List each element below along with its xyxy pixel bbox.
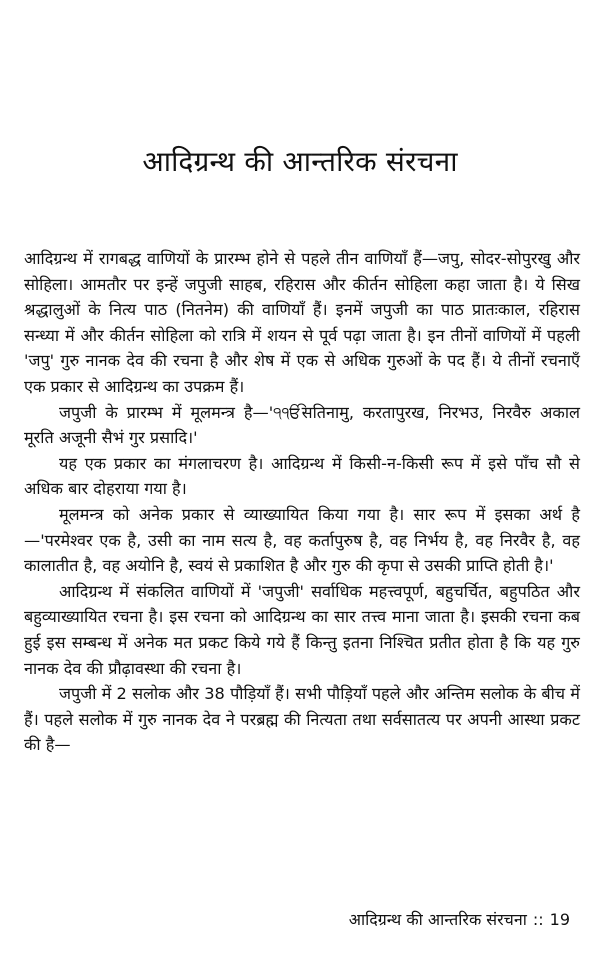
running-title: आदिग्रन्थ की आन्तरिक संरचना	[348, 910, 527, 929]
body-text	[24, 246, 580, 758]
chapter-title: आदिग्रन्थ की आन्तरिक संरचना	[142, 145, 458, 178]
page-footer	[349, 908, 570, 930]
footer-separator: ::	[532, 910, 544, 929]
paragraph-japuji-importance: आदिग्रन्थ में संकलित वाणियों में 'जपुजी' सर्वाधिक महत्त्वपूर्ण, बहुचर्चित, बहुपठित और बहुव्याख्यायित रचना है। इस रचना को आदिग्रन्थ का सार तत्त्व माना जाता है। इसकी रचना कब हुई इस सम्बन्ध में अनेक मत प्रकट किये गये हैं किन्तु इतना निश्चित प्रतीत होता है कि यह गुरु नानक देव की प्रौढ़ावस्था की रचना है।	[24, 581, 580, 678]
paragraph-japuji-structure: जपुजी में 2 सलोक और 38 पौड़ियाँ हैं। सभी पौड़ियाँ पहले और अन्तिम सलोक के बीच में हैं। पहले सलोक में गुरु नानक देव ने परब्रह्म की नित्यता तथा सर्वसातत्य पर अपनी आस्था प्रकट की है—	[24, 684, 580, 755]
page-number: 19	[549, 910, 570, 929]
paragraph-intro: आदिग्रन्थ में रागबद्ध वाणियों के प्रारम्भ होने से पहले तीन वाणियाँ हैं—जपु, सोदर-सोपुरखु और सोहिला। आमतौर पर इन्हें जपुजी साहब, रहिरास और कीर्तन सोहिला कहा जाता है। ये सिख श्रद्धालुओं के नित्य पाठ (नितनेम) की वाणियाँ हैं। इनमें जपुजी का पाठ प्रातःकाल, रहिरास सन्ध्या में और कीर्तन सोहिला को रात्रि में शयन से पूर्व पढ़ा जाता है। इन तीनों वाणियों में पहली 'जपु' गुरु नानक देव की रचना है और शेष में एक से अधिक गुरुओं के पद हैं। ये तीनों रचनाएँ एक प्रकार से आदिग्रन्थ का उपक्रम हैं।	[24, 249, 580, 396]
paragraph-mangalacharan: यह एक प्रकार का मंगलाचरण है। आदिग्रन्थ में किसी-न-किसी रूप में इसे पाँच सौ से अधिक बार दोहराया गया है।	[24, 453, 580, 499]
paragraph-moolmantra: जपुजी के प्रारम्भ में मूलमन्त्र है—'੧ੴसतिनामु, करतापुरख, निरभउ, निरवैरु अकाल मूरति अजूनी सैभं गुर प्रसादि।'	[24, 402, 580, 448]
paragraph-meaning: मूलमन्त्र को अनेक प्रकार से व्याख्यायित किया गया है। सार रूप में इसका अर्थ है—'परमेश्वर एक है, उसी का नाम सत्य है, वह कर्तापुरुष है, वह निर्भय है, वह निरवैर है, वह कालातीत है, वह अयोनि है, स्वयं से प्रकाशित है और गुरु की कृपा से उसकी प्राप्ति होती है।'	[24, 504, 580, 576]
